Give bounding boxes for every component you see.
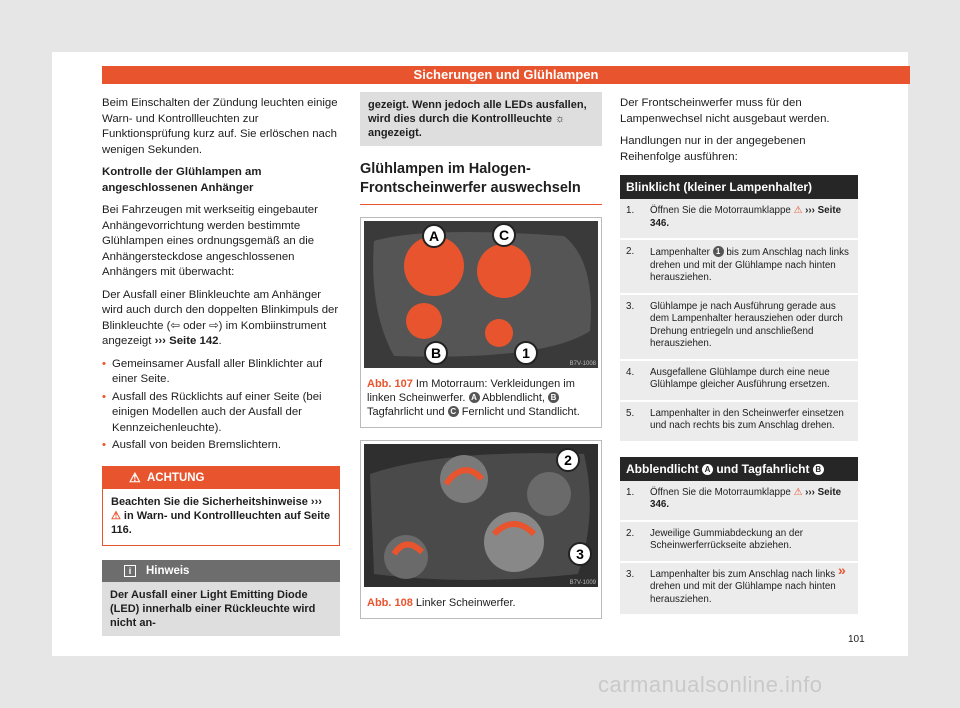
paragraph: Der Frontscheinwerfer muss für den Lampenwechsel nicht ausgebaut werden. xyxy=(620,97,830,125)
warning-triangle-icon: ⚠ xyxy=(793,486,803,498)
turn-right-icon: ⇨ xyxy=(209,319,219,332)
warning-triangle-icon: ⚠ xyxy=(111,509,121,522)
turn-left-icon: ⇦ xyxy=(170,319,180,332)
hint-box xyxy=(102,560,340,636)
step-row: 1. Öffnen Sie die Motorraumklappe ⚠ ››› Seite 346. xyxy=(620,199,858,240)
hint-continuation: gezeigt. Wenn jedoch alle LEDs ausfallen, wird dies durch die Kontrollleuchte ☼ angezeigt. xyxy=(360,92,602,146)
step-row: 4. Ausgefallene Glühlampe durch eine neue Glühlampe gleicher Ausführung ersetzen. xyxy=(620,361,858,402)
steps-table-header: Blinklicht (kleiner Lampenhalter) xyxy=(620,175,858,199)
continued-marker: » xyxy=(838,562,846,578)
bulb-warning-icon: ☼ xyxy=(555,113,566,125)
figure-107 xyxy=(360,217,602,428)
info-icon: i xyxy=(124,565,136,577)
headlight-photo xyxy=(364,221,598,368)
label-a: A xyxy=(428,228,440,244)
bullet-item: • Ausfall von beiden Bremslichtern. xyxy=(102,438,340,454)
step-row: 3. Lampenhalter bis zum Anschlag nach links drehen und mit der Glühlampe nach hinten herausziehen. xyxy=(620,563,858,617)
callout-a: A xyxy=(469,392,480,403)
indicator-paragraph: Der Ausfall einer Blinkleuchte am Anhänger wird auch durch den doppelten Blinkimpuls der Blinkleuchte (⇦ oder ⇨) im Kombiinstrument angezeigt ››› Seite 142. xyxy=(102,288,339,347)
page-header: Sicherungen und Glühlampen xyxy=(102,66,910,84)
steps-table-header: Abblendlicht A und Tagfahrlicht B xyxy=(620,457,858,481)
subheading-trailer-check: Kontrolle der Glühlampen am angeschlossenen Anhänger xyxy=(102,166,262,194)
figure-code: B7V-1008 xyxy=(569,361,596,367)
bullet-item: • Gemeinsamer Ausfall aller Blinklichter auf einer Seite. xyxy=(102,357,340,388)
callout-b: B xyxy=(813,464,824,475)
headlight-illustration xyxy=(364,221,598,368)
headlight-rear-illustration xyxy=(364,444,598,587)
figure-caption: Abb. 107 Im Motorraum: Verkleidungen im linken Scheinwerfer. A Abblendlicht, B Tagfahrlicht und C Fernlicht und Standlicht. xyxy=(367,378,580,418)
trailer-paragraph: Bei Fahrzeugen mit werkseitig eingebauter Anhängevorrichtung werden bestimmte Glühlampen eines ordnungsgemäß an die Anhängersteckdose angeschlossenen Anhängers mit überwacht: xyxy=(102,204,318,278)
headlight-rear-photo xyxy=(364,444,598,587)
bullet-item: • Ausfall des Rücklichts auf einer Seite (bei einigen Modellen auch der Ausfall der Kennzeichenleuchte). xyxy=(102,390,340,437)
column-right xyxy=(620,96,858,616)
callout-b: B xyxy=(548,392,559,403)
hint-text: Der Ausfall einer Light Emitting Diode (LED) innerhalb einer Rückleuchte wird nicht an- xyxy=(110,588,316,629)
step-row: 1. Öffnen Sie die Motorraumklappe ⚠ ››› Seite 346. xyxy=(620,481,858,522)
label-2: 2 xyxy=(564,452,572,468)
warning-text: Beachten Sie die Sicherheitshinweise ››› ⚠ in Warn- und Kontrollleuchten auf Seite 116. xyxy=(111,495,331,536)
warning-triangle-icon: ⚠ xyxy=(129,469,141,485)
step-row: 5. Lampenhalter in den Scheinwerfer einsetzen und nach rechts bis zum Anschlag drehen. xyxy=(620,402,858,443)
figure-code: B7V-1009 xyxy=(569,580,596,586)
paragraph: Handlungen nur in der angegebenen Reihenfolge ausführen: xyxy=(620,135,806,163)
step-row: 2. Lampenhalter 1 bis zum Anschlag nach links drehen und mit der Glühlampe nach hinten herausziehen. xyxy=(620,240,858,295)
column-middle xyxy=(360,96,602,631)
column-left xyxy=(102,96,340,636)
warning-header: ⚠ ACHTUNG xyxy=(103,467,339,489)
section-title: Glühlampen im Halogen-Frontscheinwerfer auswechseln xyxy=(360,146,602,205)
figure-caption: Abb. 108 Linker Scheinwerfer. xyxy=(367,597,516,609)
step-row: 2. Jeweilige Gummiabdeckung an der Scheinwerferrückseite abziehen. xyxy=(620,522,858,563)
page-reference-link[interactable]: ››› Seite 142 xyxy=(154,335,219,347)
watermark: carmanualsonline.info xyxy=(598,672,823,697)
page-number: 101 xyxy=(848,634,865,645)
warning-box xyxy=(102,466,340,546)
label-1: 1 xyxy=(522,345,530,361)
figure-108 xyxy=(360,440,602,619)
callout-c: C xyxy=(448,406,459,417)
label-c: C xyxy=(498,227,510,243)
step-row: 3. Glühlampe je nach Ausführung gerade aus dem Lampenhalter herausziehen oder durch Drehung entriegeln und anschließend herausziehen. xyxy=(620,295,858,361)
callout-1: 1 xyxy=(713,246,724,257)
callout-a: A xyxy=(702,464,713,475)
intro-paragraph: Beim Einschalten der Zündung leuchten einige Warn- und Kontrollleuchten zur Funktionsprüfung kurz auf. Sie erlöschen nach wenigen Sekunden. xyxy=(102,97,338,156)
hint-header: i Hinweis xyxy=(102,560,340,582)
warning-triangle-icon: ⚠ xyxy=(793,205,803,216)
manual-page xyxy=(52,52,908,656)
label-3: 3 xyxy=(576,546,584,562)
label-b: B xyxy=(430,345,442,361)
